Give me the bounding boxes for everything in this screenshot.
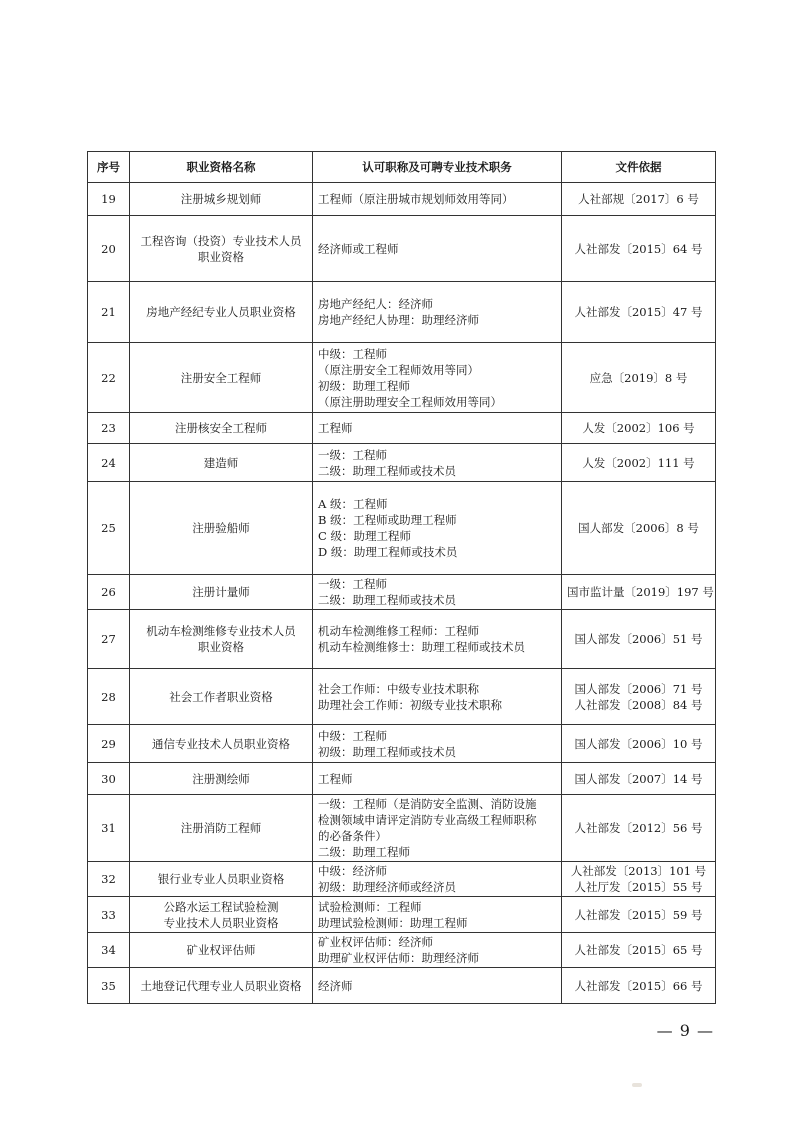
recognized-title-line: 矿业权评估师：经济师 <box>318 935 433 949</box>
recognized-title-line: 中级：工程师 <box>318 728 387 743</box>
recognized-title-line: 初级：助理经济师或经济员 <box>318 880 456 894</box>
qualification-name <box>130 669 313 725</box>
qualification-name <box>130 725 313 763</box>
qualification-name-line: 建造师 <box>203 455 239 470</box>
document-basis-line: 人社部规〔2017〕6 号 <box>578 192 699 206</box>
recognized-title-line: 中级：工程师 <box>318 346 387 361</box>
row-number: 25 <box>88 482 130 575</box>
qualification-name <box>130 575 313 610</box>
row-number: 22 <box>88 343 130 413</box>
header-document-basis: 文件依据 <box>562 152 716 183</box>
table-row <box>88 444 716 482</box>
qualification-name-line: 社会工作者职业资格 <box>169 689 273 704</box>
recognized-title <box>313 795 562 862</box>
recognized-title-line: 中级：经济师 <box>318 864 387 878</box>
document-basis-line: 国人部发〔2007〕14 号 <box>574 771 703 786</box>
recognized-title-line: 助理试验检测师：助理工程师 <box>318 915 468 930</box>
recognized-title-line: 社会工作师：中级专业技术职称 <box>318 681 479 696</box>
recognized-title <box>313 897 562 933</box>
row-number: 20 <box>88 216 130 282</box>
recognized-title-line: 检测领域申请评定消防专业高级工程师职称 <box>318 813 537 827</box>
recognized-title <box>313 343 562 413</box>
qualification-name <box>130 862 313 897</box>
recognized-title-line: 房地产经纪人：经济师 <box>318 297 433 311</box>
document-basis <box>562 933 716 968</box>
document-basis <box>562 482 716 575</box>
row-number: 32 <box>88 862 130 897</box>
table-row <box>88 183 716 216</box>
table-row <box>88 482 716 575</box>
document-basis-line: 人社厅发〔2015〕55 号 <box>574 880 703 894</box>
document-basis <box>562 575 716 610</box>
recognized-title-line: D 级：助理工程师或技术员 <box>318 545 458 559</box>
table-row <box>88 575 716 610</box>
table-row <box>88 282 716 343</box>
qualification-name-line: 机动车检测维修专业技术人员 <box>146 624 296 638</box>
qualification-name-line: 公路水运工程试验检测 <box>163 899 279 914</box>
qualification-name <box>130 933 313 968</box>
qualification-name <box>130 444 313 482</box>
recognized-title-line: 经济师 <box>318 978 353 993</box>
qualification-name <box>130 763 313 795</box>
table-row <box>88 725 716 763</box>
qualification-name-line: 注册城乡规划师 <box>180 192 262 206</box>
qualification-name-line: 土地登记代理专业人员职业资格 <box>140 978 302 993</box>
document-basis-line: 人社部发〔2015〕64 号 <box>574 241 703 256</box>
row-number: 29 <box>88 725 130 763</box>
document-basis-line: 人发〔2002〕111 号 <box>582 455 695 470</box>
document-basis <box>562 343 716 413</box>
recognized-title <box>313 575 562 610</box>
qualification-name <box>130 282 313 343</box>
recognized-title <box>313 933 562 968</box>
row-number: 19 <box>88 183 130 216</box>
table-row <box>88 413 716 444</box>
recognized-title-line: 初级：助理工程师 <box>318 378 410 393</box>
qualification-name-line: 通信专业技术人员职业资格 <box>152 736 290 751</box>
row-number: 24 <box>88 444 130 482</box>
table-row <box>88 968 716 1004</box>
scan-mark <box>632 1083 642 1087</box>
qualification-name <box>130 968 313 1004</box>
recognized-title <box>313 482 562 575</box>
qualification-name <box>130 795 313 862</box>
table-row <box>88 763 716 795</box>
document-basis <box>562 968 716 1004</box>
recognized-title-line: B 级：工程师或助理工程师 <box>318 513 457 527</box>
document-basis <box>562 897 716 933</box>
row-number: 35 <box>88 968 130 1004</box>
row-number: 21 <box>88 282 130 343</box>
row-number: 26 <box>88 575 130 610</box>
document-basis-line: 人社部发〔2015〕59 号 <box>574 907 703 922</box>
document-basis <box>562 282 716 343</box>
recognized-title <box>313 282 562 343</box>
qualification-name-line: 职业资格 <box>198 640 244 654</box>
document-basis <box>562 444 716 482</box>
document-basis-line: 人社部发〔2008〕84 号 <box>574 697 703 712</box>
document-basis-line: 人社部发〔2012〕56 号 <box>574 821 703 835</box>
document-basis-line: 人社部发〔2015〕47 号 <box>574 305 703 319</box>
document-basis <box>562 413 716 444</box>
document-basis <box>562 795 716 862</box>
recognized-title-line: 助理社会工作师：初级专业技术职称 <box>318 697 502 712</box>
recognized-title <box>313 183 562 216</box>
document-basis <box>562 183 716 216</box>
recognized-title <box>313 669 562 725</box>
document-basis <box>562 610 716 669</box>
recognized-title-line: 二级：助理工程师或技术员 <box>318 593 456 607</box>
document-basis-line: 国市监计量〔2019〕197 号 <box>567 585 714 599</box>
table-row <box>88 933 716 968</box>
table-row <box>88 897 716 933</box>
qualification-name-line: 注册核安全工程师 <box>175 421 267 435</box>
recognized-title-line: 机动车检测维修工程师：工程师 <box>318 624 479 638</box>
document-basis-line: 国人部发〔2006〕10 号 <box>574 736 703 751</box>
recognized-title-line: （原注册助理安全工程师效用等同） <box>318 394 502 409</box>
page-number: — 9 — <box>656 1021 714 1040</box>
recognized-title-line: 初级：助理工程师或技术员 <box>318 744 456 759</box>
recognized-title-line: 二级：助理工程师或技术员 <box>318 463 456 478</box>
recognized-title-line: 助理矿业权评估师：助理经济师 <box>318 951 479 965</box>
recognized-title-line: 经济师或工程师 <box>318 241 399 256</box>
table-header-row <box>88 152 716 183</box>
recognized-title-line: 试验检测师：工程师 <box>318 899 422 914</box>
qualification-name <box>130 183 313 216</box>
qualification-name-line: 工程咨询（投资）专业技术人员 <box>140 233 302 248</box>
document-basis-line: 应急〔2019〕8 号 <box>589 370 688 385</box>
table-row <box>88 610 716 669</box>
row-number: 31 <box>88 795 130 862</box>
recognized-title <box>313 763 562 795</box>
document-basis-line: 人社部发〔2015〕65 号 <box>574 943 703 957</box>
recognized-title-line: 工程师 <box>318 771 353 786</box>
recognized-title-line: 机动车检测维修士：助理工程师或技术员 <box>318 640 525 654</box>
qualification-name-line: 专业技术人员职业资格 <box>163 915 279 930</box>
recognized-title <box>313 968 562 1004</box>
recognized-title-line: C 级：助理工程师 <box>318 529 411 543</box>
document-basis-line: 国人部发〔2006〕71 号 <box>574 681 703 696</box>
qualification-name-line: 注册测绘师 <box>192 771 250 786</box>
recognized-title <box>313 444 562 482</box>
qualification-name <box>130 216 313 282</box>
row-number: 23 <box>88 413 130 444</box>
table-body <box>88 183 716 1004</box>
qualification-name <box>130 413 313 444</box>
recognized-title-line: （原注册安全工程师效用等同） <box>318 362 479 377</box>
recognized-title-line: 一级：工程师（是消防安全监测、消防设施 <box>318 797 537 811</box>
row-number: 34 <box>88 933 130 968</box>
document-basis-line: 人社部发〔2015〕66 号 <box>574 978 703 993</box>
document-basis <box>562 862 716 897</box>
row-number: 33 <box>88 897 130 933</box>
recognized-title-line: A 级：工程师 <box>318 497 388 511</box>
qualification-name-line: 注册验船师 <box>192 521 250 535</box>
qualification-name-line: 注册计量师 <box>192 585 250 599</box>
recognized-title-line: 二级：助理工程师 <box>318 845 410 859</box>
row-number: 27 <box>88 610 130 669</box>
recognized-title-line: 工程师（原注册城市规划师效用等同） <box>318 192 514 206</box>
qualification-name-line: 注册安全工程师 <box>180 370 262 385</box>
recognized-title-line: 一级：工程师 <box>318 577 387 591</box>
document-basis <box>562 725 716 763</box>
recognized-title-line: 一级：工程师 <box>318 447 387 462</box>
row-number: 28 <box>88 669 130 725</box>
table-row <box>88 669 716 725</box>
qualification-name-line: 职业资格 <box>198 249 244 264</box>
recognized-title-line: 房地产经纪人协理：助理经济师 <box>318 313 479 327</box>
table-row <box>88 343 716 413</box>
document-basis <box>562 763 716 795</box>
recognized-title-line: 工程师 <box>318 421 353 435</box>
recognized-title <box>313 725 562 763</box>
document-basis-line: 国人部发〔2006〕51 号 <box>574 632 703 646</box>
qualification-name <box>130 897 313 933</box>
recognized-title <box>313 610 562 669</box>
table-row <box>88 795 716 862</box>
document-basis <box>562 216 716 282</box>
row-number: 30 <box>88 763 130 795</box>
qualification-name-line: 房地产经纪专业人员职业资格 <box>146 305 296 319</box>
recognized-title <box>313 216 562 282</box>
header-recognized-title: 认可职称及可聘专业技术职务 <box>313 152 562 183</box>
qualification-name <box>130 610 313 669</box>
document-basis-line: 国人部发〔2006〕8 号 <box>578 521 699 535</box>
recognized-title <box>313 862 562 897</box>
document-basis <box>562 669 716 725</box>
qualification-name-line: 银行业专业人员职业资格 <box>157 872 285 886</box>
qualification-name <box>130 482 313 575</box>
qualification-table <box>87 151 716 1004</box>
qualification-name <box>130 343 313 413</box>
qualification-name-line: 矿业权评估师 <box>186 943 256 957</box>
header-number: 序号 <box>88 152 130 183</box>
recognized-title-line: 的必备条件） <box>318 829 387 843</box>
recognized-title <box>313 413 562 444</box>
table-row <box>88 862 716 897</box>
header-qualification-name: 职业资格名称 <box>130 152 313 183</box>
document-basis-line: 人社部发〔2013〕101 号 <box>570 864 707 878</box>
document-basis-line: 人发〔2002〕106 号 <box>582 421 695 435</box>
table-row <box>88 216 716 282</box>
qualification-name-line: 注册消防工程师 <box>180 821 262 835</box>
